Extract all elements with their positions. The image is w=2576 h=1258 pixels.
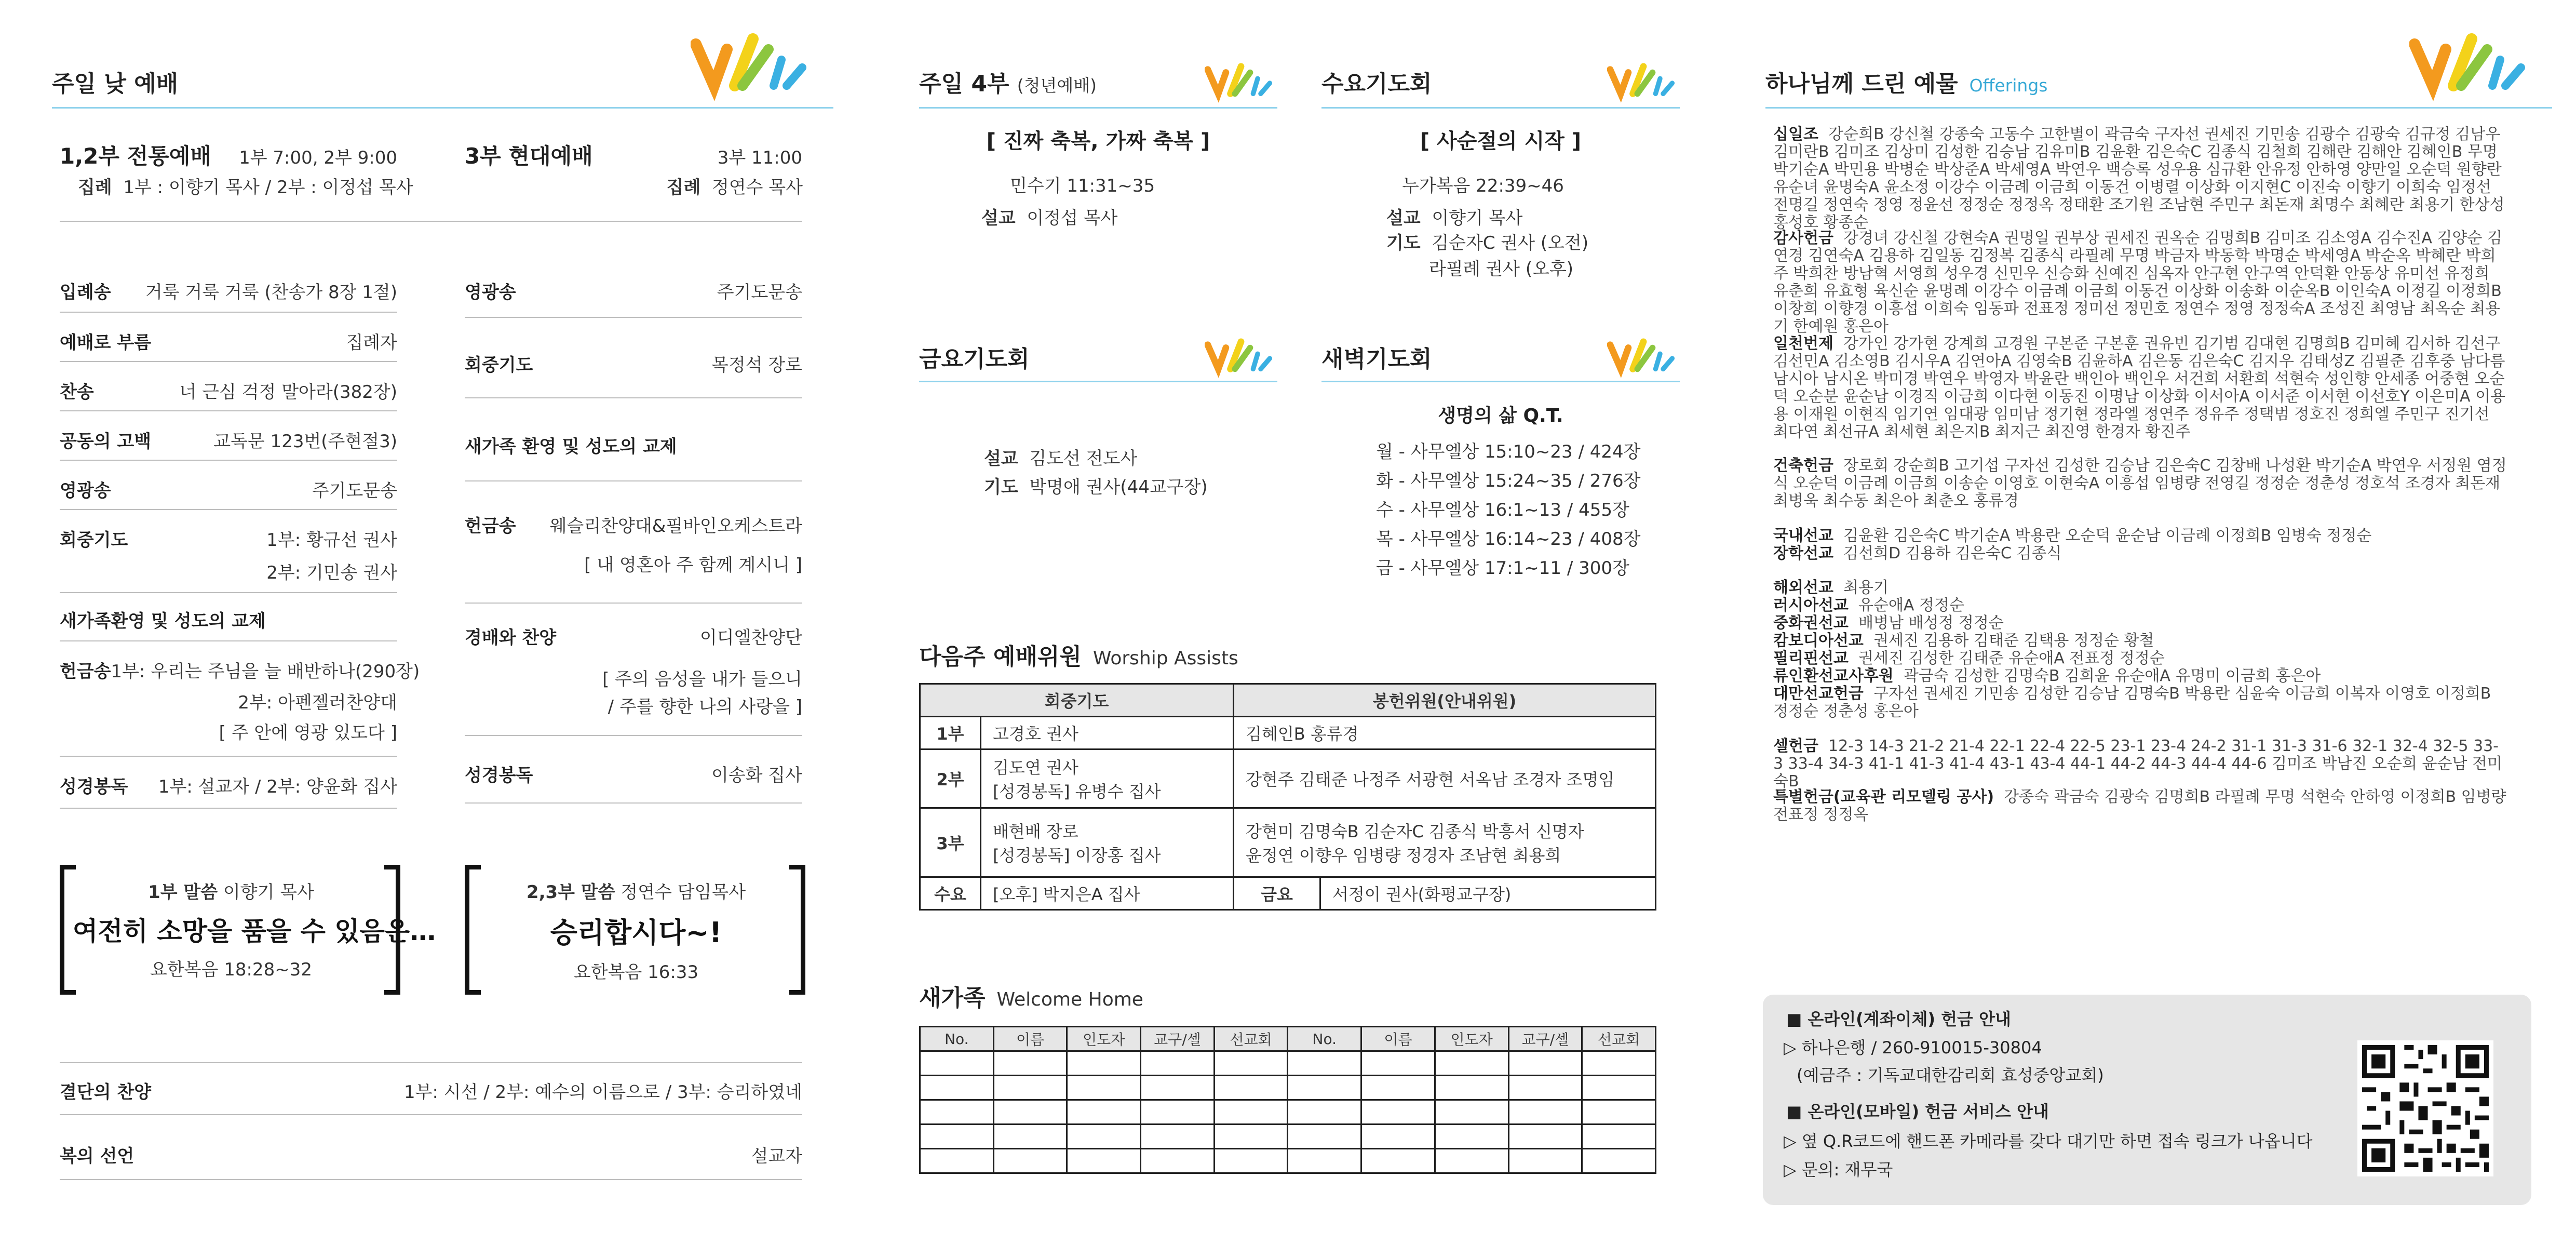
order-newfamily: 새가족 환영 및 성도의 교제	[465, 436, 677, 457]
order-value-line: / 주를 향한 나의 사랑을 ]	[608, 697, 802, 717]
divider	[60, 221, 802, 222]
fri-preacher: 설교 김도선 전도사	[984, 448, 1138, 469]
order-item	[60, 772, 397, 798]
order-label: 회중기도	[465, 355, 533, 376]
order-item	[60, 427, 397, 452]
order-value-line: 2부: 기민송 권사	[266, 563, 397, 583]
order-value-line: 2부: 아펜젤러찬양대	[238, 692, 397, 713]
order-label: 회중기도	[60, 530, 128, 551]
offering-thanks: 감사헌금 강경녀 강신철 강현숙A 권명일 권부상 권세진 권옥순 김명희B 김미조 김소영A 김수진A 김양순 김연경 김연숙A 김용하 김일동 김정복 김종식 라필례 무명 박금자 박동학 박명순 박세영A 박순옥 박혜란 박희주 박희찬 방남혁 서영희 성우경 신민우 신승화 신예진 심옥자 안구현 안구역 안덕환 안동상 유미선 유정희 유춘희 유효형 육신순 윤명례 이강수 이금례 이금희 이동건 이상화 이송화 이순옥B 이인숙A 이정길 이정희B 이창희 이향경 이흥섭 이희숙 임동파 전표정 정미선 정민호 정연수 정영 정정숙A 조성진 최영남 최옥순 최용기 한예원 홍은아	[1773, 229, 2502, 336]
offering-china: 중화권선교 배병남 배성정 정정순	[1773, 614, 2004, 632]
order-item	[465, 761, 802, 786]
dawn-day: 수 - 사무엘상 16:1~13 / 455장	[1376, 500, 1629, 520]
wed-prayer: 기도 김순자C 권사 (오전)	[1386, 233, 1589, 253]
divider	[465, 603, 802, 604]
divider	[465, 802, 802, 804]
table-row	[920, 1149, 1656, 1173]
youth-preacher: 설교 이정섭 목사	[981, 208, 1118, 229]
church-logo-icon	[691, 29, 815, 106]
table-row	[920, 1100, 1656, 1125]
table-row	[920, 1125, 1656, 1149]
qr-code-icon[interactable]	[2357, 1040, 2493, 1176]
offering-tithe: 십일조 강순희B 강신철 강종숙 고동수 고한별이 곽금숙 구자선 권세진 기민송 김광수 김광숙 김규정 김남우 김미란B 김미조 김상미 김성한 김승남 김유미B 김윤환 김은숙C 김종식 김철희 김해란 김해안 김혜인B 무명 박기순A 박민용 박병순 박상준A 박세영A 박연우 백승록 성우용 심규환 안유정 안하영 양만일 오순덕 원향란 유순녀 윤명숙A 윤소정 이강수 이금례 이금희 이동건 이병렬 이상화 이지현C 이진숙 이향기 이희숙 임정선 전명길 정연숙 정영 정윤선 정정순 정정옥 정태환 조기원 조남현 주민구 최돈재 최명수 최혜란 최용기 한상성 홍성호 황종순	[1773, 125, 2505, 232]
section-rule	[1321, 107, 1680, 109]
assist-head-ushers: 봉헌위원(안내위원)	[1234, 684, 1656, 717]
church-logo-icon	[2409, 29, 2534, 106]
mobile-guide: ▷ 옆 Q.R코드에 핸드폰 카메라를 갖다 대기만 하면 접속 링크가 나옵니다	[1784, 1131, 2313, 1151]
order-value: 웨슬리찬양대&필바인오케스트라	[549, 516, 802, 537]
contact: ▷ 문의: 재무국	[1784, 1160, 1893, 1180]
order-value: 너 근심 걱정 말아라(382장)	[179, 382, 397, 403]
youth-verse: 민수기 11:31~35	[1010, 176, 1155, 196]
order-label: 영광송	[60, 480, 111, 501]
service-3-lead-label: 집례	[666, 177, 701, 198]
order-value: 이디엘찬양단	[699, 627, 802, 648]
offering-thousand: 일천번제 강가인 강가현 강계희 고경원 구본준 구본훈 권유빈 김기범 김대현 김명희B 김미혜 김서하 김선구 김선민A 김소영B 김시우A 김연아A 김영숙B 김윤하A 김은동 김은숙C 김지우 김태성Z 김필준 김후중 남다름 남시아 남시온 박미경 박연우 박영자 박윤란 백인아 백인우 서건희 서환희 석현숙 성인향 안세종 어중현 오순덕 오순분 윤순남 이경직 이금희 이다현 이동진 이명남 이상화 이서아A 이서준 이서현 이선호Y 이은미A 이용용 이재원 이현직 임기연 임대광 임미남 정기현 정라엘 정연주 정유주 정택범 정호진 정희엘 주민구 진기선 최다연 최선규A 최세현 최은지B 최지근 최진영 한경자 황진주	[1773, 334, 2506, 441]
assist-head-prayer: 회중기도	[920, 684, 1234, 717]
order-value: 설교자	[751, 1146, 802, 1167]
divider	[60, 509, 397, 510]
order-label: 공동의 고백	[60, 431, 152, 452]
church-logo-icon	[1205, 335, 1277, 382]
order-value: 집례자	[346, 332, 397, 353]
divider	[60, 460, 397, 461]
order-item-blessing	[60, 1142, 802, 1167]
order-item	[60, 476, 397, 502]
fri-prayer: 기도 박명애 권사(44교구장)	[984, 477, 1208, 498]
divider	[60, 808, 397, 809]
table-row	[920, 1076, 1656, 1100]
order-label: 헌금송	[465, 516, 516, 537]
offering-domestic: 국내선교 김윤환 김은숙C 박기순A 박용란 오순덕 윤순남 이금례 이정희B 임병숙 정정순	[1773, 527, 2372, 545]
order-value: 1부: 설교자 / 2부: 양윤화 집사	[158, 777, 397, 797]
sermon-preacher: 이향기 목사	[223, 882, 314, 903]
order-value-line: [ 주 안에 영광 있도다 ]	[219, 722, 397, 743]
church-logo-icon	[1607, 60, 1680, 106]
sermon-title: 여전히 소망을 품을 수 있음은…	[73, 916, 436, 946]
dawn-day: 월 - 사무엘상 15:10~23 / 424장	[1376, 441, 1641, 462]
divider	[60, 410, 397, 411]
order-value: 1부: 시선 / 2부: 예수의 이름으로 / 3부: 승리하였네	[404, 1082, 802, 1103]
order-item-praise	[465, 623, 802, 649]
divider	[60, 1062, 802, 1063]
sermon-preacher: 정연수 담임목사	[621, 882, 746, 903]
table-row: 수요 [오후] 박지은A 집사 금요 서정이 권사(화평교구장)	[920, 877, 1656, 910]
order-label: 영광송	[465, 282, 516, 303]
order-value: 1부: 우리는 주님을 늘 배반하나(290장)	[111, 661, 420, 682]
divider	[60, 1114, 802, 1115]
sermon-1-box	[73, 878, 436, 981]
youth-sermon-title: [ 진짜 축복, 가짜 축복 ]	[986, 129, 1210, 153]
sermon-2-box	[478, 878, 794, 983]
order-item-prayer	[60, 526, 397, 551]
order-value: 주기도문송	[312, 480, 397, 501]
wed-prayer-2: 라필례 권사 (오후)	[1429, 259, 1574, 279]
sermon-verse: 요한복음 18:28~32	[150, 959, 312, 980]
service-12-name: 1,2부 전통예배	[60, 143, 211, 169]
offering-missionary: 류인환선교사후원 곽금숙 김성한 김명숙B 김희윤 유순애A 유명미 이금희 홍은아	[1773, 667, 2321, 685]
divider	[465, 735, 802, 736]
order-item-offering	[60, 657, 420, 682]
dawn-day: 금 - 사무엘상 17:1~11 / 300장	[1376, 558, 1629, 579]
order-newfamily: 새가족환영 및 성도의 교제	[60, 611, 266, 632]
divider	[465, 480, 802, 481]
service-12-lead-value: 1부 : 이향기 목사 / 2부 : 이정섭 목사	[123, 177, 413, 198]
order-label: 예배로 부름	[60, 332, 152, 353]
bank-holder: (예금주 : 기독교대한감리회 효성중앙교회)	[1797, 1065, 2104, 1085]
section-rule	[919, 107, 1277, 109]
offering-philippines: 필리핀선교 권세진 김성한 김태준 유순애A 전표정 정정순	[1773, 649, 2165, 667]
assist-table	[919, 683, 1656, 911]
order-label: 입례송	[60, 282, 111, 303]
order-value: 거룩 거룩 거룩 (찬송가 8장 1절)	[145, 282, 397, 303]
sunday-worship-title: 주일 낮 예배	[52, 71, 179, 97]
table-row: 2부 김도연 권사 [성경봉독] 유병수 집사 강현주 김태준 나정주 서광현 서옥남 조경자 조명임	[920, 750, 1656, 808]
online-offering-box	[1763, 995, 2531, 1205]
order-value-line: [ 주의 음성을 내가 들으니	[602, 669, 802, 690]
order-item	[465, 278, 802, 303]
sermon-title: 승리합시다~!	[550, 916, 722, 949]
order-item	[465, 351, 802, 376]
order-item	[60, 328, 397, 354]
divider	[60, 1179, 802, 1180]
order-item-decision	[60, 1078, 802, 1103]
table-row: 3부 배현배 장로 [성경봉독] 이장홍 집사 강현미 김명숙B 김순자C 김종식 박흥서 신명자 윤정연 이향우 임병량 정경자 조남현 최용희	[920, 808, 1656, 877]
section-rule	[919, 381, 1277, 382]
newfamily-title: 새가족 Welcome Home	[919, 985, 1143, 1011]
divider	[465, 397, 802, 398]
offering-taiwan: 대만선교헌금 구자선 권세진 기민송 김성한 김승남 김명숙B 박용란 심윤숙 이금희 이복자 이영호 이정희B 정정순 정춘성 홍은아	[1773, 685, 2491, 720]
table-row: 1부 고경호 권사 김혜인B 홍류경	[920, 717, 1656, 750]
offering-building: 건축헌금 장로회 강순희B 고기섭 구자선 김성한 김승남 김은숙C 김창배 나성환 박기순A 박연우 서정원 염정식 오순덕 이금례 이금희 이송순 이영호 이현숙A 이흥섭 임병량 전영길 정정순 정춘성 정호석 조경자 최돈재 최병욱 최수동 최은아 최춘오 홍류경	[1773, 457, 2507, 510]
sermon-verse: 요한복음 16:33	[573, 962, 699, 983]
order-label: 찬송	[60, 382, 94, 403]
offering-scholarship: 장학선교 김선희D 김용하 김은숙C 김종식	[1773, 544, 2062, 563]
service-3-lead	[667, 173, 803, 198]
wed-title: 수요기도회	[1321, 71, 1432, 97]
sermon-kicker: 1부 말씀	[148, 882, 218, 903]
section-rule	[1321, 381, 1680, 382]
order-item	[60, 378, 397, 403]
service-3-header	[465, 139, 802, 170]
dawn-title: 새벽기도회	[1321, 346, 1432, 372]
order-value: 목정석 장로	[711, 355, 802, 376]
order-label: 헌금송	[60, 661, 111, 682]
bank-title: ■ 온라인(계좌이체) 헌금 안내	[1786, 1009, 2011, 1029]
church-logo-icon	[1205, 60, 1277, 106]
order-label: 경배와 찬양	[465, 627, 557, 648]
dawn-day: 화 - 사무엘상 15:24~35 / 276장	[1376, 471, 1641, 491]
church-logo-icon	[1607, 335, 1680, 382]
order-value: 이송화 집사	[711, 765, 802, 786]
order-value: 1부: 황규선 권사	[266, 530, 397, 551]
divider	[60, 361, 397, 362]
service-3-lead-value: 정연수 목사	[711, 177, 803, 198]
order-label: 성경봉독	[60, 777, 128, 797]
service-3-name: 3부 현대예배	[465, 143, 593, 169]
sermon-kicker: 2,3부 말씀	[526, 882, 615, 903]
table-row	[920, 1051, 1656, 1076]
dawn-list	[1376, 437, 1640, 583]
divider	[60, 312, 397, 313]
assist-title: 다음주 예배위원 Worship Assists	[919, 644, 1238, 670]
service-12-time: 1부 7:00, 2부 9:00	[239, 148, 397, 168]
divider	[60, 592, 397, 593]
order-value-line: [ 내 영혼아 주 함께 계시니 ]	[584, 555, 802, 576]
order-item	[60, 278, 397, 303]
offering-overseas: 해외선교 최용기	[1773, 579, 1889, 597]
wed-preacher: 설교 이향기 목사	[1386, 208, 1523, 229]
fri-title: 금요기도회	[919, 346, 1030, 372]
divider	[60, 640, 397, 641]
offerings-title: 하나님께 드린 예물 Offerings	[1765, 71, 2048, 97]
order-label: 성경봉독	[465, 765, 533, 786]
divider	[465, 317, 802, 318]
service-12-lead-label: 집례	[78, 177, 112, 198]
offering-cambodia: 캄보디아선교 권세진 김용하 김태준 김택용 정정순 황철	[1773, 632, 2154, 650]
service-12-header	[60, 139, 397, 170]
order-label: 결단의 찬양	[60, 1082, 152, 1103]
offering-cell: 셀헌금 12-3 14-3 21-2 21-4 22-1 22-4 22-5 23-1 23-4 24-2 31-1 31-3 31-6 32-1 32-4 32-5 33-3 33-4 34-3 41-1 41-3 41-4 43-1 43-4 44-1 44-2 44-3 44-4 44-6 김미조 박남진 오순희 윤순남 전미숙B	[1773, 737, 2502, 791]
order-label: 복의 선언	[60, 1146, 134, 1167]
service-3-time: 3부 11:00	[717, 148, 802, 168]
dawn-heading: 생명의 삶 Q.T.	[1438, 405, 1563, 426]
youth-service-title: 주일 4부 (청년예배)	[919, 71, 1097, 97]
wed-verse: 누가복음 22:39~46	[1402, 176, 1564, 196]
offering-special: 특별헌금(교육관 리모델링 공사) 강종숙 곽금숙 김광숙 김명희B 라필례 무명 석현숙 안하영 이정희B 임병량 전표정 정정옥	[1773, 788, 2506, 824]
bank-account: ▷ 하나은행 / 260-910015-30804	[1784, 1038, 2042, 1058]
section-rule	[52, 107, 833, 109]
divider	[60, 756, 397, 757]
section-rule	[1765, 107, 2552, 109]
dawn-day: 목 - 사무엘상 16:14~23 / 408장	[1376, 529, 1641, 550]
mobile-title: ■ 온라인(모바일) 헌금 서비스 안내	[1786, 1102, 2049, 1121]
newfamily-table: No. 이름 인도자 교구/셀 선교회 No. 이름 인도자 교구/셀 선교회	[919, 1026, 1656, 1174]
offering-russia: 러시아선교 유순애A 정정순	[1773, 596, 1964, 614]
wed-sermon-title: [ 사순절의 시작 ]	[1420, 129, 1582, 153]
order-item-offering	[465, 512, 802, 537]
order-value: 교독문 123번(주현절3)	[213, 431, 397, 452]
service-12-lead	[78, 173, 413, 198]
order-value: 주기도문송	[717, 282, 802, 303]
